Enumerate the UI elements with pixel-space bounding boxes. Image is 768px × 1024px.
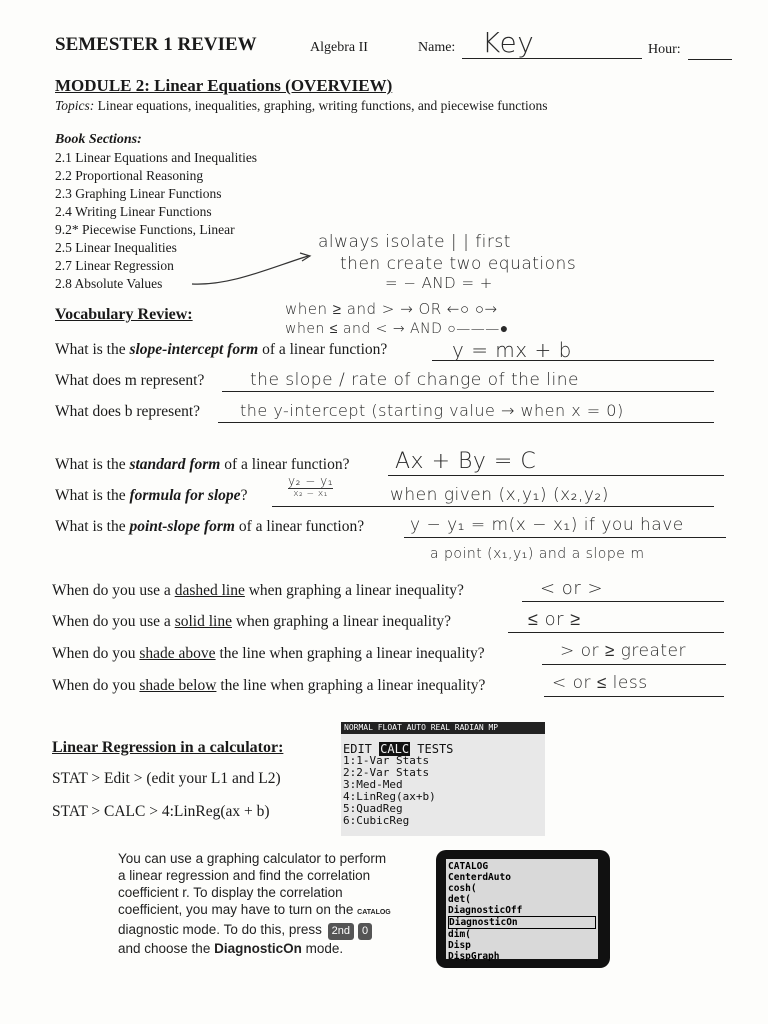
book-section-item: 2.3 Graphing Linear Functions — [55, 186, 222, 201]
answer-slope-fraction: y₂ − y₁ x₂ − x₁ — [288, 474, 334, 499]
catalog-item: det( — [448, 894, 471, 905]
name-label: Name: — [418, 40, 456, 55]
book-section-item: 2.1 Linear Equations and Inequalities — [55, 150, 258, 165]
book-section-item: 9.2* Piecewise Functions, Linear — [55, 222, 235, 237]
calc-menu-item: 1:1-Var Stats — [343, 754, 430, 767]
answer-point-slope-note: a point (x₁,y₁) and a slope m — [430, 546, 645, 562]
book-section-item: 2.5 Linear Inequalities — [55, 240, 177, 255]
answer-line — [404, 537, 726, 538]
catalog-item: dim( — [448, 929, 471, 940]
question-dashed-line: When do you use a dashed line when graphing a linear inequality? — [52, 582, 464, 599]
answer-line — [272, 506, 714, 507]
tab-calc: CALC — [380, 742, 410, 756]
topics-label: Topics: — [55, 98, 95, 113]
note-absolute-1: always isolate | | first — [318, 232, 511, 252]
question-b: What does b represent? — [55, 403, 201, 420]
note-vocab-1: when ≥ and > → OR ←○ ○→ — [285, 300, 498, 318]
regression-heading: Linear Regression in a calculator: — [52, 739, 284, 756]
hour-label: Hour: — [648, 42, 681, 57]
hour-line — [688, 59, 732, 60]
module-title: MODULE 2: Linear Equations (OVERVIEW) — [55, 76, 393, 95]
calc-menu-item: 2:2-Var Stats — [343, 766, 430, 779]
question-shade-above: When do you shade above the line when graphing a linear inequality? — [52, 645, 485, 662]
tab-tests: TESTS — [417, 742, 454, 756]
answer-b: the y-intercept (starting value → when x = 0) — [240, 401, 624, 420]
vocab-heading: Vocabulary Review: — [55, 306, 193, 323]
calculator-stat-screen — [341, 722, 545, 836]
name-value: Key — [482, 26, 535, 59]
catalog-label: CATALOG — [357, 909, 391, 916]
answer-dashed-line: < or > — [540, 578, 604, 599]
calc-menu — [341, 755, 545, 827]
module-topics — [55, 98, 548, 114]
answer-line — [522, 601, 724, 602]
calc-menu-item: 6:CubicReg — [343, 814, 410, 827]
question-solid-line: When do you use a solid line when graphing a linear inequality? — [52, 613, 452, 630]
catalog-item: CenterdAuto — [448, 872, 511, 883]
answer-point-slope: y − y₁ = m(x − x₁) if you have — [410, 515, 684, 535]
calc-menu-item: 5:QuadReg — [343, 802, 403, 815]
key-2nd: 2nd — [328, 923, 354, 940]
catalog-title: CATALOG — [448, 861, 489, 872]
regression-step-2: STAT > CALC > 4:LinReg(ax + b) — [52, 803, 270, 820]
question-shade-below: When do you shade below the line when graphing a linear inequality? — [52, 677, 486, 694]
question-standard-form: What is the standard form of a linear function? — [55, 456, 350, 473]
catalog-item: cosh( — [448, 883, 477, 894]
book-section-item: 2.2 Proportional Reasoning — [55, 168, 204, 183]
catalog-item: Disp — [448, 940, 471, 951]
question-point-slope: What is the point-slope form of a linear function? — [55, 518, 365, 535]
catalog-item-selected: DiagnosticOn — [448, 916, 596, 929]
tab-edit: EDIT — [343, 742, 372, 756]
answer-m: the slope / rate of change of the line — [250, 370, 579, 390]
calculator-catalog-device — [436, 850, 610, 968]
book-section-item: 2.4 Writing Linear Functions — [55, 204, 212, 219]
calc-menu-item: 3:Med-Med — [343, 778, 403, 791]
calc-tabs — [341, 734, 545, 755]
book-sections-heading: Book Sections: — [55, 132, 142, 147]
answer-shade-above: > or ≥ greater — [560, 641, 686, 661]
answer-line — [542, 664, 726, 665]
regression-step-1: STAT > Edit > (edit your L1 and L2) — [52, 770, 281, 787]
key-0: 0 — [358, 923, 372, 940]
answer-standard-form: Ax + By = C — [395, 449, 537, 474]
catalog-screen — [446, 859, 598, 962]
note-absolute-2: then create two equations — [340, 254, 577, 274]
handwritten-arrow-icon — [190, 248, 315, 288]
topics-text: Linear equations, inequalities, graphing, writing functions, and piecewise functions — [97, 98, 548, 113]
answer-solid-line: ≤ or ≥ — [528, 609, 581, 630]
catalog-item: DispGraph — [448, 951, 500, 962]
answer-line — [222, 391, 714, 392]
answer-line — [218, 422, 714, 423]
answer-slope-intercept: y = mx + b — [452, 338, 572, 362]
question-slope-formula: What is the formula for slope? — [55, 487, 248, 504]
calc-menu-item: 4:LinReg(ax+b) — [343, 790, 436, 803]
course-label: Algebra II — [310, 40, 368, 55]
page-title: SEMESTER 1 REVIEW — [55, 34, 257, 55]
book-section-item: 2.7 Linear Regression — [55, 258, 174, 273]
answer-line — [508, 632, 724, 633]
catalog-item: DiagnosticOff — [448, 905, 523, 916]
answer-line — [544, 696, 724, 697]
question-m: What does m represent? — [55, 372, 205, 389]
answer-slope-formula: when given (x,y₁) (x₂,y₂) — [390, 485, 609, 505]
calc-status-bar: NORMAL FLOAT AUTO REAL RADIAN MP — [341, 722, 545, 734]
note-vocab-2: when ≤ and < → AND ○———● — [285, 321, 509, 337]
question-slope-intercept: What is the slope-intercept form of a linear function? — [55, 341, 388, 358]
note-absolute-3: = − AND = + — [385, 274, 493, 292]
answer-shade-below: < or ≤ less — [552, 673, 648, 693]
textbook-excerpt: You can use a graphing calculator to perform a linear regression and find the correlation coefficient r. To display the correlation coefficient, you may have to turn on the CATALOG diagnostic mode. To do this, press 2nd 0 and choose the DiagnosticOn mode. — [118, 851, 391, 956]
answer-line — [388, 475, 724, 476]
book-section-item: 2.8 Absolute Values — [55, 276, 163, 291]
